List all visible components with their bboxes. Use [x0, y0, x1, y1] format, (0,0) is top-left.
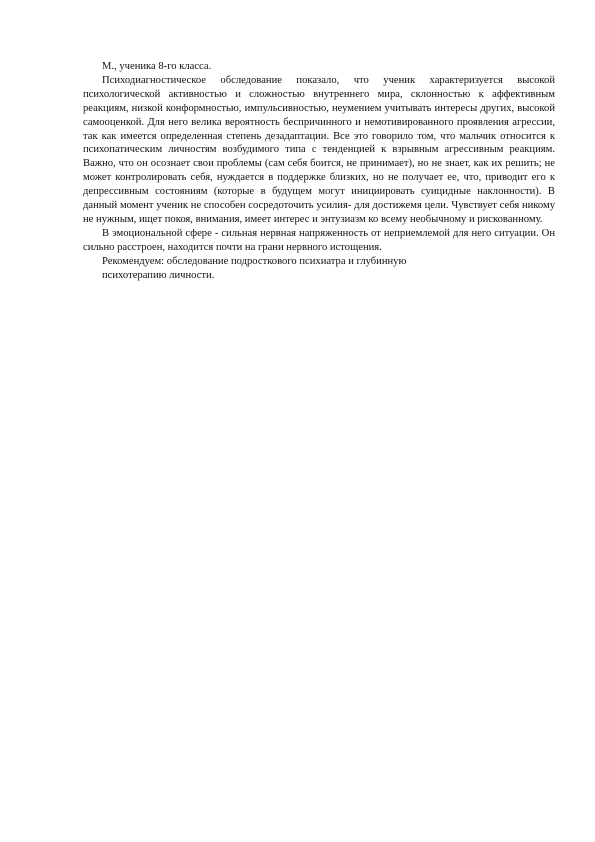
document-page: [83, 60, 555, 283]
paragraph-diagnosis: Психодиагностическое обследование показало, что ученик характеризуется высокой психологической активностью и сложностью внутреннего мира, склонностью к аффективным реакциям, низкой конформностью, импульсивностью, неумением учитывать интересы других, высокой самооценкой. Для него велика вероятность беспричинного и немотивированного проявления агрессии, так как имеется определенная степень дезадаптации. Все это говорило том, что мальчик относится к психопатическим личностям возбудимого типа с тенденцией к взрывным агрессивным реакциям. Важно, что он осознает свои проблемы (сам себя боится, не принимает), но не знает, как их решить; не может контролировать себя, нуждается в поддержке близких, но не получает ее, что, приводит его к депрессивным состояниям (которые в будущем могут инициировать суицидные наклонности). В данный момент ученик не способен сосредоточить усилия- для достижемя цели. Чувствует себя никому не нужным, ищет покоя, внимания, имеет интерес и энтузиазм ко всему необычному и рискованному.: [83, 74, 555, 225]
intro-line: М., ученика 8-го класса.: [102, 61, 212, 72]
recommendation-line-2: психотерапию личности.: [102, 269, 215, 281]
recommendation-line-1: Рекомендуем: обследование подросткового психиатра и глубинную: [102, 255, 407, 267]
paragraph-emotional: В эмоциональной сфере - сильная нервная напряженность от неприемлемой для него ситуации. Он сильно расстроен, находится почти на грани нервного истощения.: [83, 227, 555, 253]
